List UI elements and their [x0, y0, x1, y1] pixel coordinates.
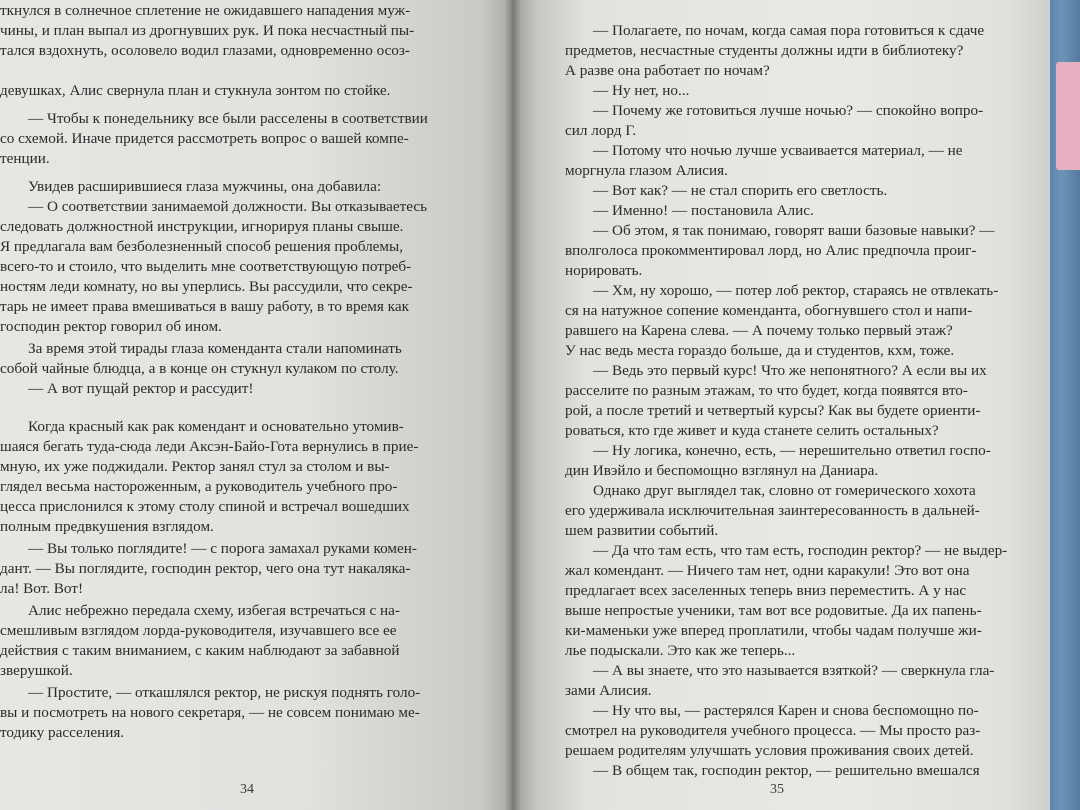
left-page-line: полным предвкушения взглядом.: [0, 518, 214, 535]
right-page: [512, 0, 1050, 810]
right-page-line: сил лорд Г.: [565, 122, 637, 139]
left-page-line: — Простите, — откашлялся ректор, не рискуя поднять голо-: [28, 684, 421, 701]
right-page-line: расселите по разным этажам, то что будет, когда появятся вто-: [565, 382, 968, 399]
right-page-line: жал комендант. — Ничего там нет, одни каракули! Это вот она: [565, 562, 970, 579]
left-page-line: — О соответствии занимаемой должности. Вы отказываетесь: [28, 198, 427, 215]
right-page-line: ся на натужное сопение коменданта, обогнувшего стол и напи-: [565, 302, 973, 319]
right-page-line: — Ну логика, конечно, есть, — нерешительно ответил госпо-: [593, 442, 991, 459]
left-page-line: — А вот пущай ректор и рассудит!: [28, 380, 254, 397]
right-page-line: вполголоса прокомментировал лорд, но Алис предпочла проиг-: [565, 242, 977, 259]
left-page-line: следовать должностной инструкции, игнорируя планы свыше.: [0, 218, 404, 235]
left-page-line: со схемой. Иначе придется рассмотреть вопрос о вашей компе-: [0, 130, 409, 147]
right-page-line: — А вы знаете, что это называется взяткой? — сверкнула гла-: [593, 662, 995, 679]
left-page-line: Алис небрежно передала схему, избегая встречаться с на-: [28, 602, 400, 619]
right-page-line: ки-маменьки уже вперед проплатили, чтобы чадам получше жи-: [565, 622, 982, 639]
left-page-line: тался вздохнуть, осоловело водил глазами, одновременно осоз-: [0, 42, 410, 59]
left-page-number: 34: [240, 782, 254, 797]
left-page: [0, 0, 512, 810]
left-page-line: девушках, Алис свернула план и стукнула зонтом по стойке.: [0, 82, 391, 99]
left-page-line: шаяся бегать туда-сюда леди Аксэн-Байо-Гота вернулись в прие-: [0, 438, 419, 455]
right-page-line: — Ну нет, но...: [593, 82, 690, 99]
right-page-line: лье подыскали. Это как же теперь...: [565, 642, 796, 659]
right-page-line: — В общем так, господин ректор, — решительно вмешался: [593, 762, 980, 779]
left-page-line: — Чтобы к понедельнику все были расселены в соответствии: [28, 110, 428, 127]
right-page-line: его удерживала исключительная заинтересованность в дальней-: [565, 502, 980, 519]
right-page-line: равшего на Карена слева. — А почему только первый этаж?: [565, 322, 953, 339]
right-page-line: — Именно! — постановила Алис.: [593, 202, 814, 219]
right-page-line: моргнула глазом Алисия.: [565, 162, 728, 179]
right-page-line: роваться, кто где живет и куда станете селить остальных?: [565, 422, 939, 439]
left-page-line: всего-то и стоило, что выделить мне соответствующую потреб-: [0, 258, 412, 275]
left-page-line: тарь не имеет права вмешиваться в вашу работу, в то время как: [0, 298, 409, 315]
left-page-line: мную, их уже поджидали. Ректор занял стул за столом и вы-: [0, 458, 390, 475]
left-page-line: цесса прислонился к этому столу спиной и встречал вошедших: [0, 498, 410, 515]
pink-bookmark-tab: [1056, 62, 1080, 170]
left-page-line: собой чайные блюдца, а в конце он стукнул кулаком по столу.: [0, 360, 399, 377]
right-page-line: предлагает всех заселенных теперь вниз переместить. А у нас: [565, 582, 967, 599]
right-page-line: А разве она работает по ночам?: [565, 62, 770, 79]
right-page-line: — Об этом, я так понимаю, говорят ваши базовые навыки? —: [593, 222, 995, 239]
left-page-line: дант. — Вы поглядите, господин ректор, чего она тут накаляка-: [0, 560, 411, 577]
left-page-line: тенции.: [0, 150, 50, 167]
left-page-line: — Вы только поглядите! — с порога замахал руками комен-: [28, 540, 417, 557]
book-gutter: [505, 0, 521, 810]
left-page-line: глядел весьма настороженным, а руководитель учебного про-: [0, 478, 398, 495]
right-page-line: — Да что там есть, что там есть, господин ректор? — не выдер-: [593, 542, 1008, 559]
left-page-line: За время этой тирады глаза коменданта стали напоминать: [28, 340, 402, 357]
right-page-line: — Потому что ночью лучше усваивается материал, — не: [593, 142, 963, 159]
right-page-number: 35: [770, 782, 784, 797]
right-page-line: Однако друг выглядел так, словно от гомерического хохота: [593, 482, 976, 499]
left-page-line: чины, и план выпал из дрогнувших рук. И пока несчастный пы-: [0, 22, 415, 39]
right-page-line: — Почему же готовиться лучше ночью? — спокойно вопро-: [593, 102, 984, 119]
left-page-line: смешливым взглядом лорда-руководителя, изучавшего все ее: [0, 622, 397, 639]
left-page-line: ла! Вот. Вот!: [0, 580, 84, 597]
left-page-line: ткнулся в солнечное сплетение не ожидавшего нападения муж-: [0, 2, 411, 19]
right-page-line: — Полагаете, по ночам, когда самая пора готовиться к сдаче: [593, 22, 985, 39]
right-page-line: — Ну что вы, — растерялся Карен и снова беспомощно по-: [593, 702, 979, 719]
right-page-line: — Хм, ну хорошо, — потер лоб ректор, стараясь не отвлекать-: [593, 282, 999, 299]
right-page-line: — Вот как? — не стал спорить его светлость.: [593, 182, 888, 199]
right-page-line: рой, а после третий и четвертый курсы? Как вы будете ориенти-: [565, 402, 981, 419]
right-page-line: предметов, несчастные студенты должны идти в библиотеку?: [565, 42, 964, 59]
right-page-line: дин Ивэйло и беспомощно взглянул на Даниара.: [565, 462, 879, 479]
right-page-line: зами Алисия.: [565, 682, 652, 699]
right-page-line: У нас ведь места гораздо больше, да и студентов, кхм, тоже.: [565, 342, 955, 359]
left-page-line: тодику расселения.: [0, 724, 125, 741]
left-page-line: Увидев расширившиеся глаза мужчины, она добавила:: [28, 178, 382, 195]
left-page-line: Когда красный как рак комендант и основательно утомив-: [28, 418, 404, 435]
left-page-line: вы и посмотреть на нового секретаря, — не совсем понимаю ме-: [0, 704, 420, 721]
left-page-line: действия с таким вниманием, с каким наблюдают за забавной: [0, 642, 400, 659]
left-page-line: ностям леди комнату, но вы уперлись. Вы рассудили, что секре-: [0, 278, 413, 295]
left-page-line: господин ректор говорил об ином.: [0, 318, 222, 335]
right-page-line: решаем родителям улучшать условия проживания своих детей.: [565, 742, 974, 759]
left-page-line: зверушкой.: [0, 662, 73, 679]
right-page-line: — Ведь это первый курс! Что же непонятного? А если вы их: [593, 362, 987, 379]
right-page-line: выше непростые ученики, там вот все родовитые. Да их папень-: [565, 602, 982, 619]
left-page-line: Я предлагала вам безболезненный способ решения проблемы,: [0, 238, 404, 255]
right-page-line: смотрел на руководителя учебного процесса. — Мы просто раз-: [565, 722, 981, 739]
right-page-line: норировать.: [565, 262, 643, 279]
right-page-line: шем развитии событий.: [565, 522, 719, 539]
